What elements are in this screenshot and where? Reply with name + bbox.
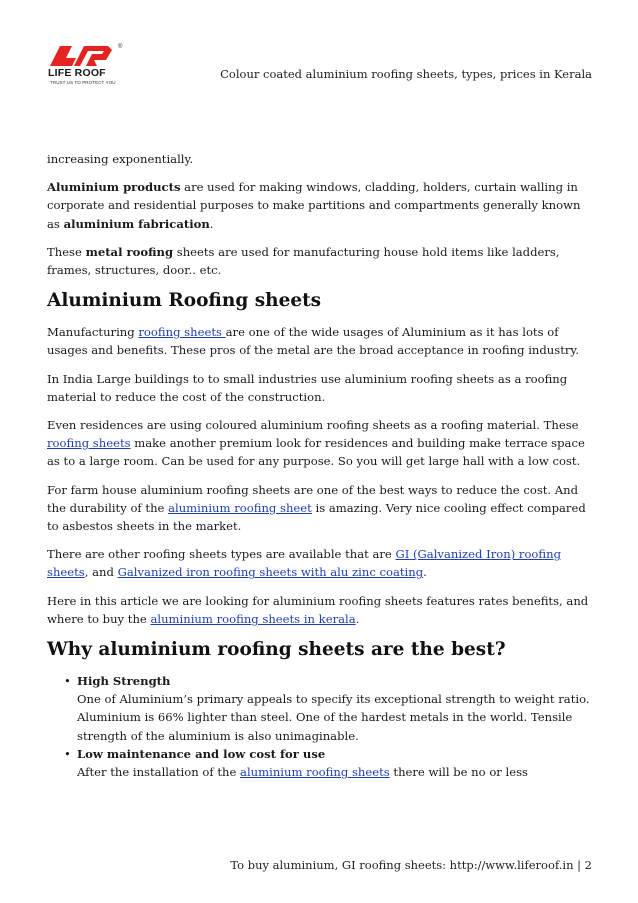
list-item-body: One of Aluminium’s primary appeals to specify its exceptional strength to weight ratio. Aluminium is 66% lighter than steel. One of the hardest metals in the world. Tensile strength of the aluminium is also unimaginable.	[77, 692, 590, 743]
paragraph: These metal roofing sheets are used for manufacturing house hold items like ladders, frames, structures, door.. etc.	[47, 244, 560, 278]
gi-roofing-sheets-link[interactable]: GI (Galvanized Iron) roofing sheets	[47, 547, 562, 580]
bold-text: aluminium fabrication	[63, 216, 210, 231]
list-item	[77, 672, 595, 745]
paragraph: Even residences are using coloured aluminium roofing sheets as a roofing material. These roofing sheets make another premium look for residences and building make terrace space as to a large room. Can be used for any purpose. So you will get large hall with a low cost.	[47, 418, 585, 469]
registered-mark: ®	[118, 44, 123, 50]
article-body	[47, 150, 595, 781]
list-item: • Low maintenance and low cost for use After the installation of the aluminium roofing sheets there will be no or less	[77, 745, 595, 781]
bold-text: Aluminium products	[47, 180, 181, 195]
section-heading: Why aluminium roofing sheets are the best?	[47, 639, 506, 661]
roofing-sheets-link[interactable]: roofing sheets	[138, 325, 226, 340]
list-item-title: High Strength	[77, 674, 171, 689]
bold-text: metal roofing	[85, 244, 174, 259]
logo-tagline: TRUST US TO PROTECT YOU	[50, 80, 116, 85]
section-heading: Aluminium Roofing sheets	[47, 290, 322, 312]
roofing-sheets-kerala-link[interactable]: aluminium roofing sheets in kerala	[150, 611, 356, 626]
paragraph: Here in this article we are looking for aluminium roofing sheets features rates benefits, and where to buy the aluminium roofing sheets in kerala.	[47, 593, 589, 626]
paragraph: There are other roofing sheets types are available that are GI (Galvanized Iron) roofing sheets, and Galvanized iron roofing sheets with alu zinc coating.	[47, 547, 562, 580]
list-item-title: Low maintenance and low cost for use	[77, 746, 326, 761]
alu-zinc-roofing-sheets-link[interactable]: Galvanized iron roofing sheets with alu zinc coating	[117, 565, 424, 580]
page-footer: To buy aluminium, GI roofing sheets: http://www.liferoof.in | 2	[230, 858, 592, 872]
paragraph: Aluminium products are used for making windows, cladding, holders, curtain walling in corporate and residential purposes to make partitions and compartments generally known as aluminium fabrication.	[47, 180, 581, 231]
page-header-title: Colour coated aluminium roofing sheets, types, prices in Kerala	[220, 67, 592, 81]
logo-name: LIFE ROOF	[48, 67, 106, 79]
life-roof-logo[interactable]	[42, 42, 132, 92]
paragraph: Manufacturing roofing sheets are one of the wide usages of Aluminium as it has lots of usages and benefits. These pros of the metal are the broad acceptance in roofing industry.	[47, 325, 580, 358]
paragraph: increasing exponentially.	[47, 152, 194, 166]
paragraph: For farm house aluminium roofing sheets are one of the best ways to reduce the cost. And the durability of the aluminium roofing sheet is amazing. Very nice cooling effect compared to asbestos sheets in the market.	[47, 482, 586, 534]
roofing-sheets-link[interactable]: roofing sheets	[47, 436, 131, 451]
aluminium-roofing-sheets-link[interactable]: aluminium roofing sheets	[240, 765, 390, 780]
feature-list	[47, 672, 595, 781]
aluminium-roofing-sheet-link[interactable]: aluminium roofing sheet	[168, 500, 312, 515]
paragraph: In India Large buildings to to small industries use aluminium roofing sheets as a roofing material to reduce the cost of the construction.	[47, 371, 568, 404]
